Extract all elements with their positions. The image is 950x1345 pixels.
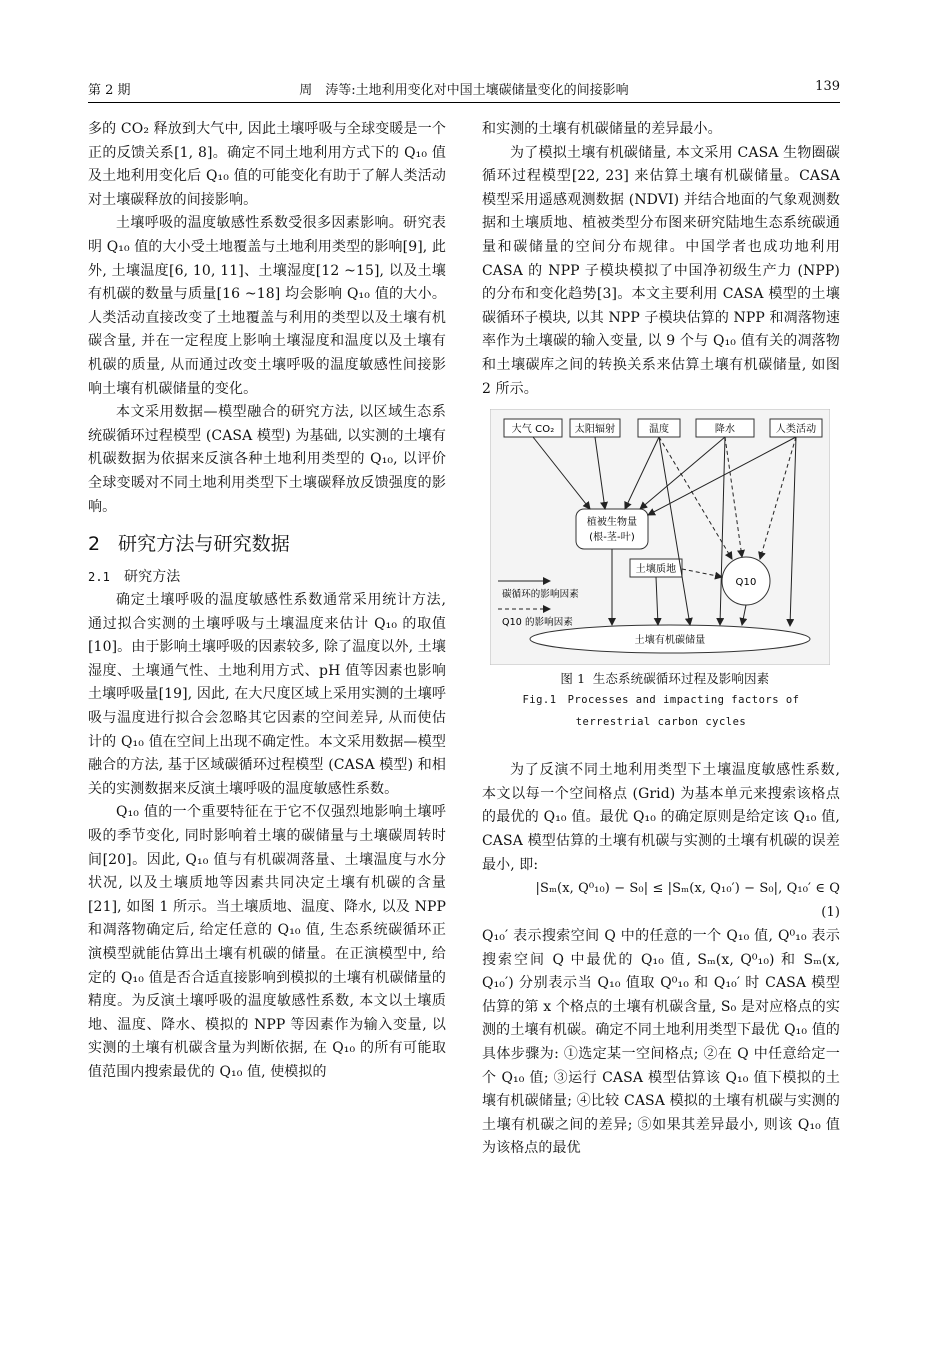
paragraph: Q₁₀′ 表示搜索空间 Q 中的任意的一个 Q₁₀ 值, Q⁰₁₀ 表示搜索空间 Q 中最优的 Q₁₀ 值, Sₘ(x, Q⁰₁₀) 和 Sₘ(x, Q₁₀′) 分别表示当 Q₁₀ 值取 Q⁰₁₀ 和 Q₁₀′ 时 CASA 模型估算的第 x 个格点的土壤有机碳含量, S₀ 是对应格点的实测的土壤有机碳。确定不同土地利用类型下最优 Q₁₀ 值的具体步骤为: ①选定某一空间格点; ②在 Q 中任意给定一个 Q₁₀ 值; ③运行 CASA 模型估算该 Q₁₀ 值下模拟的土壤有机碳储量; ④比较 CASA 模拟的土壤有机碳与实测的土壤有机碳之间的差异; ⑤如果其差异最小, 则该 Q₁₀ 值为该格点的最优 [482, 928, 840, 1157]
subsection-number: 2.1 [88, 570, 110, 585]
section-heading [88, 529, 446, 559]
figure-1 [482, 409, 840, 733]
right-column [482, 118, 854, 1161]
header-rule [88, 102, 840, 103]
paragraph: Q₁₀ 值的一个重要特征在于它不仅强烈地影响土壤呼吸的季节变化, 同时影响着土壤的碳储量与土壤碳周转时间[20]。因此, Q₁₀ 值与有机碳凋落量、土壤温度与水分状况, 以及土壤质地等因素共同决定土壤有机碳的含量[21], 如图 1 所示。当土壤质地、温度、降水, 以及 NPP 和凋落物确定后, 给定任意的 Q₁₀ 值, 生态系统碳循环正演模型就能估算出土壤有机碳的储量。在正演模型中, 给定的 Q₁₀ 值是否合适直接影响到模拟的土壤有机碳储量的精度。为反演土壤呼吸的温度敏感性系数, 本文以土壤质地、温度、降水、模拟的 NPP 等因素作为输入变量, 以实测的土壤有机碳含量为判断依据, 在 Q₁₀ 的所有可能取值范围内搜索最优的 Q₁₀ 值, 使模拟的 [88, 804, 446, 1080]
precip-label: 降水 [714, 424, 736, 436]
legend-carbon-label: 碳循环的影响因素 [502, 589, 579, 601]
page-number: 139 [815, 79, 840, 94]
paragraph: 土壤呼吸的温度敏感性系数受很多因素影响。研究表明 Q₁₀ 值的大小受土地覆盖与土地利用类型的影响[9], 此外, 土壤温度[6, 10, 11]、土壤湿度[12 ~15], 以及土壤有机碳的数量与质量[16 ~18] 均会影响 Q₁₀ 值的大小。人类活动直接改变了土地覆盖与利用的类型以及土壤有机碳含量, 并在一定程度上影响土壤湿度和温度以及土壤有机碳的质量, 从而通过改变土壤呼吸的温度敏感性间接影响土壤有机碳储量的变化。 [88, 215, 446, 397]
human-label: 人类活动 [775, 424, 817, 436]
carbon-cycle-diagram [490, 409, 830, 665]
issue-number: 第 2 期 [88, 83, 131, 98]
paragraph: 为了反演不同土地利用类型下土壤温度敏感性系数, 本文以每一个空间格点 (Grid) 为基本单元来搜索该格点的最优的 Q₁₀ 值。最优 Q₁₀ 的确定原则是给定该 Q₁₀ 值, CASA 模型估算的土壤有机碳与实测的土壤有机碳的误差最小, 即: [482, 762, 840, 873]
paragraph: 确定土壤呼吸的温度敏感性系数通常采用统计方法, 通过拟合实测的土壤呼吸与土壤温度来估计 Q₁₀ 的取值[10]。由于影响土壤呼吸的因素较多, 除了温度以外, 土壤湿度、土壤通气性、土地利用方式、pH 值等因素也影响土壤呼吸量[19], 因此, 在大尺度区域上采用实测的土壤呼吸与温度进行拟合会忽略其它因素的空间差异, 从而使估计的 Q₁₀ 值在空间上出现不确定性。本文采用数据—模型融合的方法, 基于区域碳循环过程模型 (CASA 模型) 和相关的实测数据来反演土壤呼吸的温度敏感性系数。 [88, 592, 446, 797]
figure-caption-en-2: terrestrial carbon cycles [575, 716, 747, 729]
running-title: 周 涛等:土地利用变化对中国土壤碳储量变化的间接影响 [299, 83, 629, 98]
temp-label: 温度 [648, 424, 670, 436]
figure-caption [482, 669, 840, 689]
equation-1: |Sₘ(x, Q⁰₁₀) − S₀| ≤ |Sₘ(x, Q₁₀′) − S₀|, Q₁₀′ ∈ Q (1) [535, 881, 854, 921]
paragraph: 本文采用数据—模型融合的研究方法, 以区域生态系统碳循环过程模型 (CASA 模型) 为基础, 以实测的土壤有机碳数据为依据来反演各种土地利用类型的 Q₁₀, 以评价全球变暖对不同土地利用类型下土壤碳释放反馈强度的影响。 [88, 404, 446, 515]
figure-caption-cn: 生态系统碳循环过程及影响因素 [592, 671, 770, 687]
section-title: 研究方法与研究数据 [118, 533, 290, 556]
biomass-label: 植被生物量 [586, 517, 638, 529]
paragraph: 多的 CO₂ 释放到大气中, 因此土壤呼吸与全球变暖是一个正的反馈关系[1, 8]。确定不同土地利用方式下的 Q₁₀ 值及土地利用变化后 Q₁₀ 值的可能变化有助于了解人类活动对土壤碳释放的间接影响。 [88, 121, 446, 208]
co2-label: 大气 CO₂ [511, 424, 555, 436]
paragraph: 为了模拟土壤有机碳储量, 本文采用 CASA 生物圈碳循环过程模型[22, 23] 来估算土壤有机碳储量。CASA 模型采用遥感观测数据 (NDVI) 并结合地面的气象观测数据和土壤质地、植被类型分布图来研究陆地生态系统碳通量和碳储量的空间分布规律。中国学者也成功地利用 CASA 的 NPP 子模块模拟了中国净初级生产力 (NPP) 的分布和变化趋势[3]。本文主要利用 CASA 模型的土壤碳循环子模块, 以其 NPP 子模块估算的 NPP 和凋落物速率作为土壤碳的输入变量, 以 9 个与 Q₁₀ 值有关的凋落物和土壤碳库之间的转换关系来估算土壤有机碳储量, 如图 2 所示。 [482, 144, 840, 397]
figure-caption-en-1: Fig.1 Processes and impacting factors of [522, 694, 800, 707]
paragraph: 和实测的土壤有机碳储量的差异最小。 [482, 121, 722, 137]
texture-label: 土壤质地 [635, 564, 677, 576]
spacer [482, 733, 840, 759]
running-header [88, 79, 840, 101]
soc-label: 土壤有机碳储量 [634, 635, 706, 647]
section-number: 2 [88, 533, 101, 556]
figure-number: 图 1 [560, 671, 586, 687]
q10-label: Q10 [735, 577, 757, 589]
left-column [88, 118, 446, 1085]
solar-label: 太阳辐射 [574, 424, 616, 436]
biomass-box [576, 509, 648, 549]
biomass-sublabel: (根-茎-叶) [589, 532, 635, 544]
legend-q10-label: Q10 的影响因素 [502, 617, 573, 629]
subsection-heading [88, 565, 446, 589]
subsection-title: 研究方法 [124, 569, 181, 586]
